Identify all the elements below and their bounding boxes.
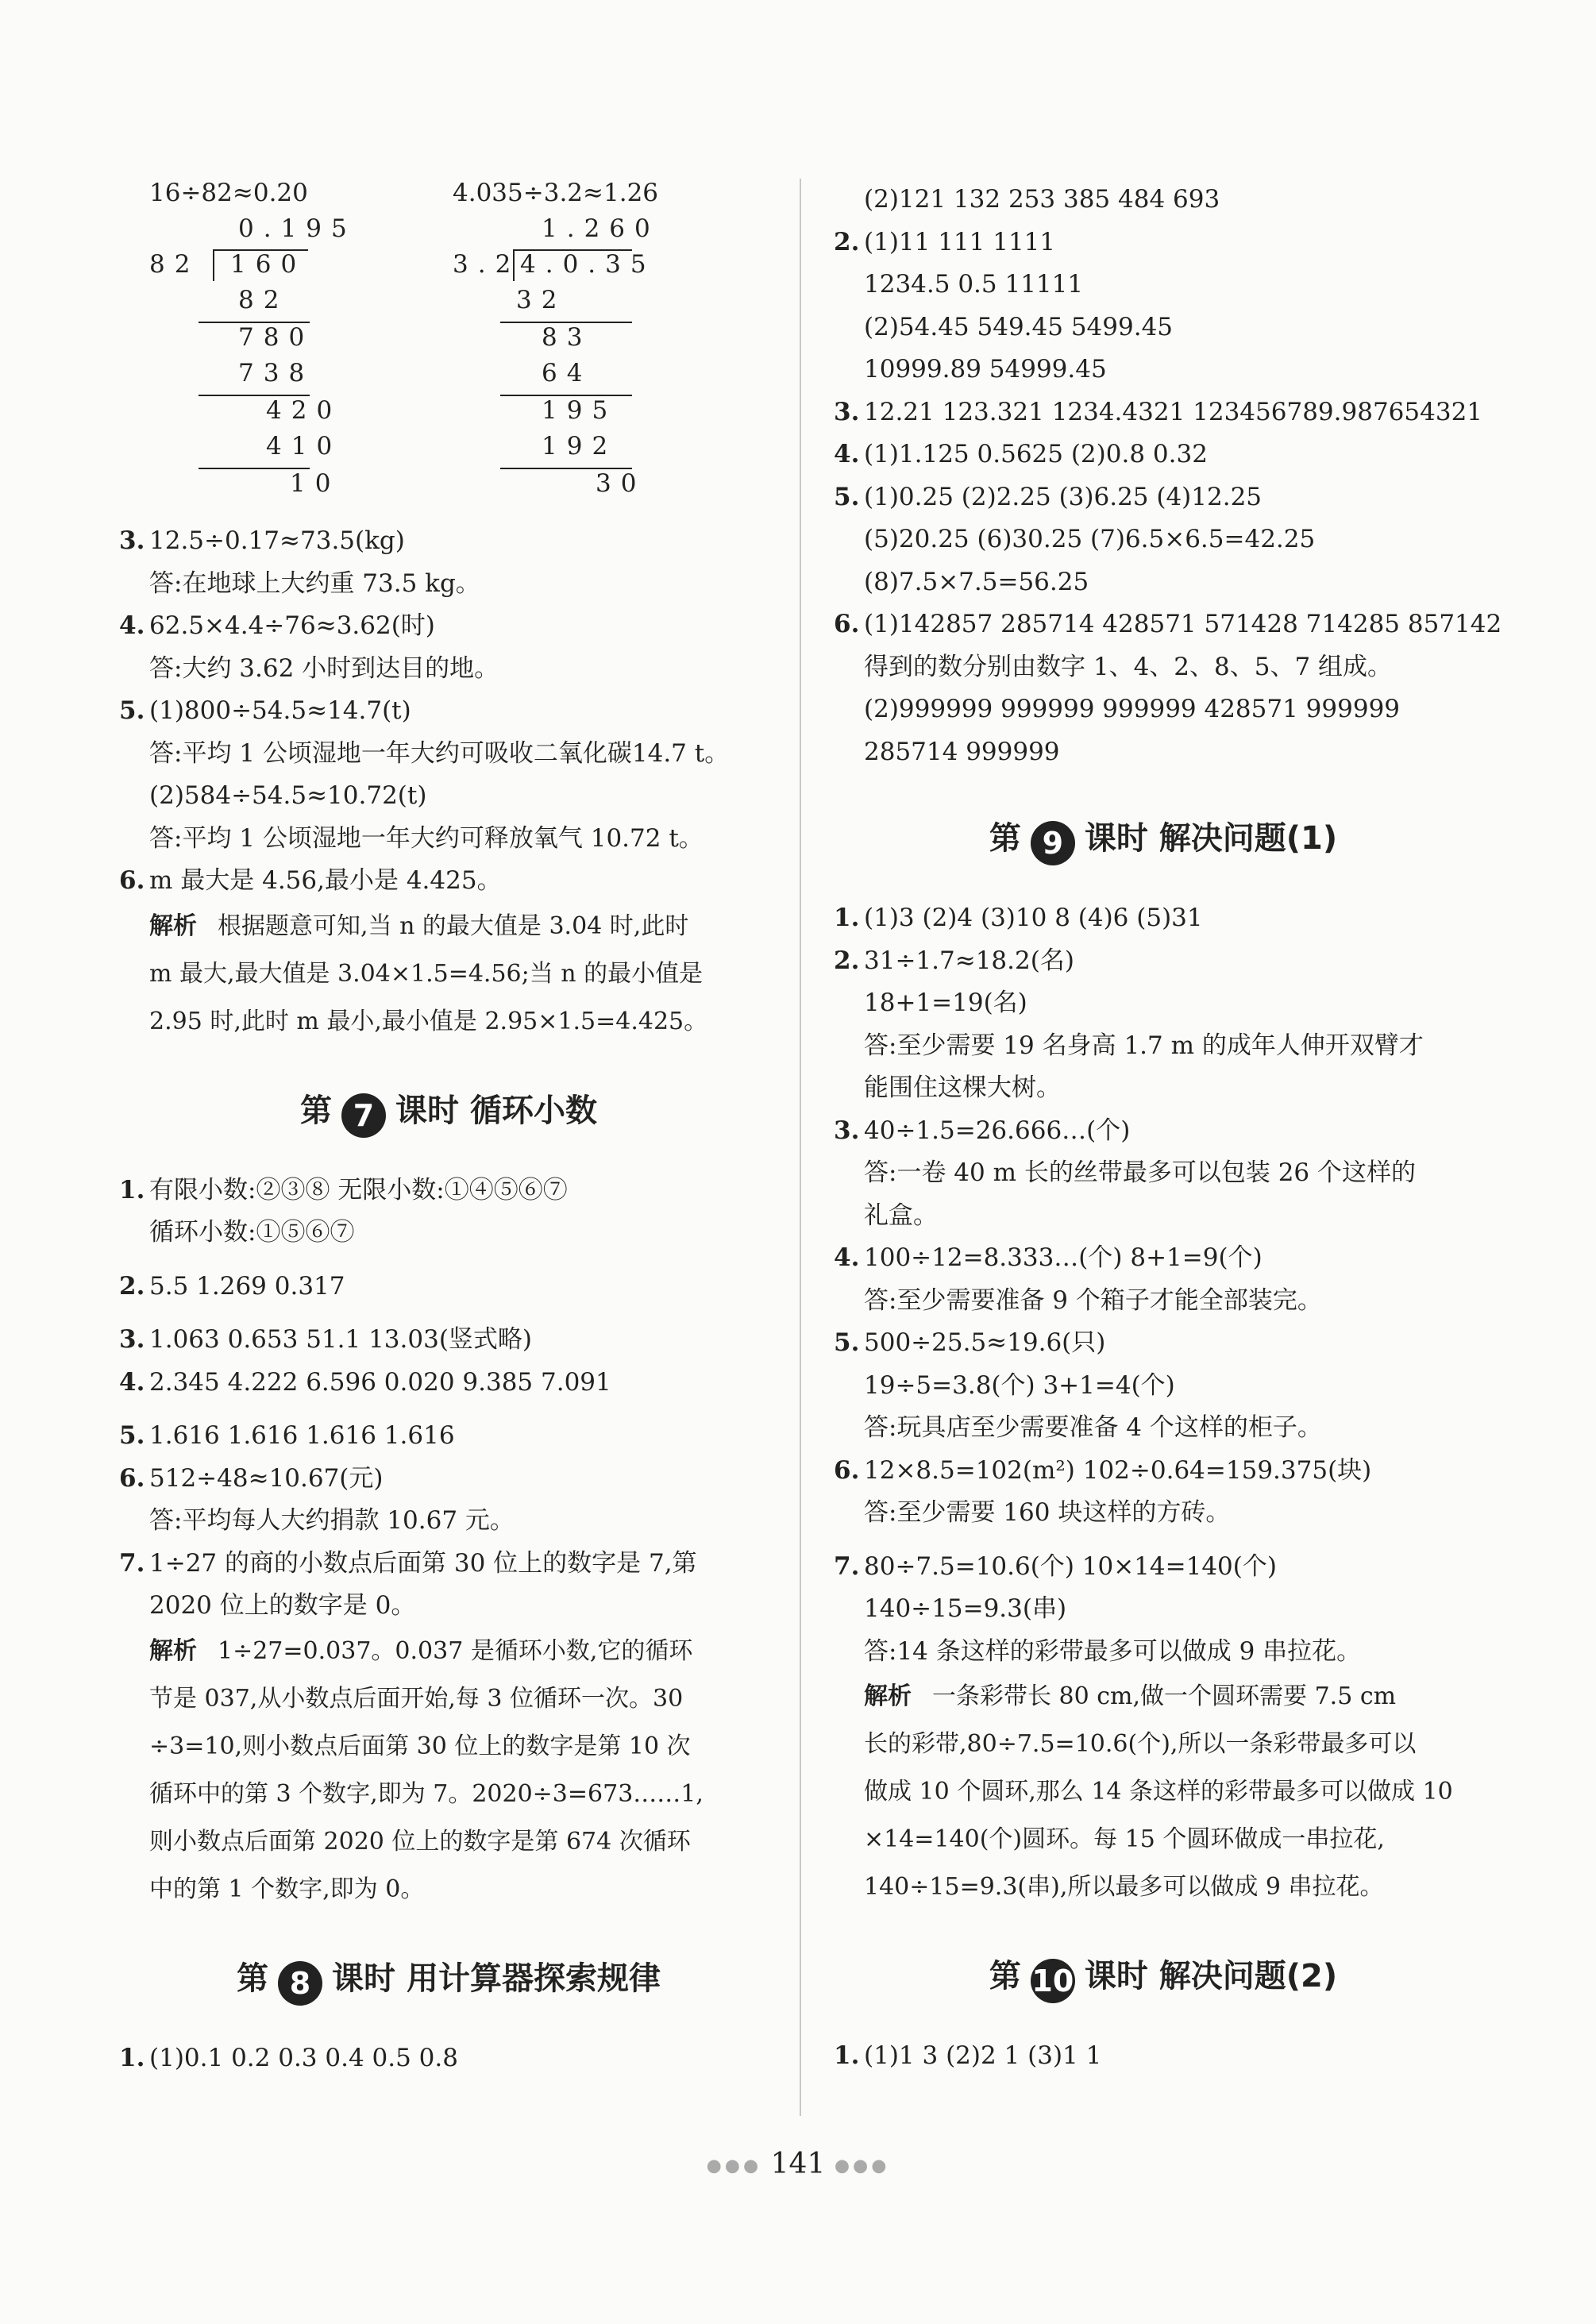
division-a-bracket-side (213, 249, 214, 281)
answer-line: 6. m 最大是 4.56,最小是 4.425。 (119, 866, 502, 895)
division-a-step: 738 (238, 359, 314, 387)
answer-line: 礼盒。 (864, 1201, 938, 1230)
division-a-step: 410 (266, 432, 342, 461)
lesson-number-badge: 8 (278, 1961, 322, 2006)
answer-line: 285714 999999 (864, 737, 1060, 766)
analysis-line: 解析 一条彩带长 80 cm,做一个圆环需要 7.5 cm (864, 1682, 1397, 1710)
division-a-remainder: 10 (290, 469, 341, 498)
answer-line: 答:14 条这样的彩带最多可以做成 9 串拉花。 (864, 1636, 1362, 1666)
answer-line: (2)999999 999999 999999 428571 999999 (864, 695, 1401, 723)
answer-line: (5)20.25 (6)30.25 (7)6.5×6.5=42.25 (864, 525, 1316, 553)
long-division-block (119, 179, 778, 520)
answer-line: 18+1=19(名) (864, 989, 1027, 1017)
analysis-line: 长的彩带,80÷7.5=10.6(个),所以一条彩带最多可以 (864, 1730, 1417, 1758)
division-a-step: 780 (238, 323, 314, 352)
answer-line: 5. (1)800÷54.5≈14.7(t) (119, 696, 411, 725)
section-heading-9: 第 9 课时 解决问题(1) (834, 813, 1493, 865)
answer-line: (2)584÷54.5≈10.72(t) (149, 781, 427, 810)
division-b-quotient: 1.260 (542, 214, 660, 243)
answer-line: 1234.5 0.5 11111 (864, 270, 1084, 299)
analysis-line: m 最大,最大值是 3.04×1.5=4.56;当 n 的最小值是 (149, 959, 704, 988)
analysis-tag: 解析 (864, 1682, 912, 1710)
analysis-line: 则小数点后面第 2020 位上的数字是第 674 次循环 (149, 1827, 691, 1856)
answer-line: 答:玩具店至少需要准备 4 个这样的柜子。 (864, 1413, 1322, 1442)
answer-line: 5. (1)0.25 (2)2.25 (3)6.25 (4)12.25 (834, 482, 1263, 511)
division-b-title: 4.035÷3.2≈1.26 (453, 179, 659, 207)
page-footer (0, 2148, 1596, 2180)
answer-line: 1. 有限小数:②③⑧ 无限小数:①④⑤⑥⑦ (119, 1175, 568, 1204)
answer-line: 5. 1.616 1.616 1.616 1.616 (119, 1421, 455, 1450)
answer-line: (8)7.5×7.5=56.25 (864, 567, 1089, 596)
answer-line: 3. 40÷1.5=26.666…(个) (834, 1116, 1131, 1145)
section-heading-7: 第 7 课时 循环小数 (119, 1085, 778, 1138)
right-column (834, 179, 1502, 2078)
answer-line: 4. 62.5×4.4÷76≈3.62(时) (119, 611, 435, 640)
section-heading-8: 第 8 课时 用计算器探索规律 (119, 1953, 778, 2006)
answer-line: 答:至少需要 19 名身高 1.7 m 的成年人伸开双臂才 (864, 1031, 1424, 1060)
division-b-divisor: 3.2 (453, 250, 521, 279)
division-b-step: 195 (542, 396, 618, 425)
answer-line: 1. (1)1 3 (2)2 1 (3)1 1 (834, 2041, 1102, 2070)
answer-line: 2. (1)11 111 1111 (834, 227, 1056, 256)
answer-line: 6. 12×8.5=102(m²) 102÷0.64=159.375(块) (834, 1455, 1372, 1485)
answer-line: 能围住这棵大树。 (864, 1073, 1061, 1102)
division-b-step: 83 (542, 323, 592, 352)
footer-dots-right: ●●● (834, 2156, 890, 2176)
analysis-line: 循环中的第 3 个数字,即为 7。2020÷3=673……1, (149, 1779, 704, 1808)
answer-line: 7. 80÷7.5=10.6(个) 10×14=140(个) (834, 1551, 1277, 1581)
answer-line: 1. (1)3 (2)4 (3)10 8 (4)6 (5)31 (834, 904, 1203, 932)
analysis-tag: 解析 (149, 911, 197, 940)
division-a-divisor: 82 (149, 250, 200, 279)
answer-line: 答:平均每人大约捐款 10.67 元。 (149, 1506, 515, 1535)
division-b-remainder: 30 (596, 469, 646, 498)
analysis-line: ×14=140(个)圆环。每 15 个圆环做成一串拉花, (864, 1825, 1385, 1853)
answer-line: (2)121 132 253 385 484 693 (864, 185, 1220, 214)
division-a-step: 82 (238, 286, 289, 314)
analysis-line: 140÷15=9.3(串),所以最多可以做成 9 串拉花。 (864, 1873, 1384, 1901)
lesson-number-badge: 9 (1031, 821, 1075, 865)
answer-line: 19÷5=3.8(个) 3+1=4(个) (864, 1370, 1175, 1400)
answer-line: 3. 12.5÷0.17≈73.5(kg) (119, 526, 405, 555)
footer-dots-left: ●●● (706, 2156, 762, 2176)
answer-line: 5. 500÷25.5≈19.6(只) (834, 1328, 1106, 1357)
answer-line: 得到的数分别由数字 1、4、2、8、5、7 组成。 (864, 652, 1393, 681)
answer-line: 答:一卷 40 m 长的丝带最多可以包装 26 个这样的 (864, 1158, 1417, 1187)
answer-line: (2)54.45 549.45 5499.45 (864, 312, 1174, 341)
answer-line: 2020 位上的数字是 0。 (149, 1591, 416, 1620)
division-b-step: 64 (542, 359, 592, 387)
division-a-title: 16÷82≈0.20 (149, 179, 308, 207)
answer-line: 答:大约 3.62 小时到达目的地。 (149, 653, 499, 683)
answer-line: 4. 2.345 4.222 6.596 0.020 9.385 7.091 (119, 1367, 611, 1397)
column-divider (800, 179, 801, 2116)
answer-line: 答:至少需要 160 块这样的方砖。 (864, 1498, 1231, 1527)
answer-line: 4. (1)1.125 0.5625 (2)0.8 0.32 (834, 440, 1208, 468)
lesson-number-badge: 7 (341, 1093, 386, 1138)
answer-line: 3. 1.063 0.653 51.1 13.03(竖式略) (119, 1325, 533, 1354)
answer-line: 循环小数:①⑤⑥⑦ (149, 1218, 355, 1247)
division-b-dividend: 4.0.35 (520, 250, 656, 279)
division-a-dividend: 160 (230, 250, 306, 279)
analysis-line: 节是 037,从小数点后面开始,每 3 位循环一次。30 (149, 1684, 684, 1713)
analysis-line: 2.95 时,此时 m 最小,最小值是 2.95×1.5=4.425。 (149, 1007, 708, 1035)
answer-line: 1. (1)0.1 0.2 0.3 0.4 0.5 0.8 (119, 2043, 458, 2072)
answer-line: 6. 512÷48≈10.67(元) (119, 1463, 384, 1493)
division-b-step: 32 (516, 286, 567, 314)
answer-line: 3. 12.21 123.321 1234.4321 123456789.987654321 (834, 397, 1483, 426)
answer-line: 2. 31÷1.7≈18.2(名) (834, 946, 1074, 975)
answer-line: 2. 5.5 1.269 0.317 (119, 1271, 345, 1301)
left-column (119, 179, 778, 2079)
answer-line: 答:平均 1 公顷湿地一年大约可释放氧气 10.72 t。 (149, 823, 704, 853)
division-a-quotient: 0.195 (238, 214, 357, 243)
answer-line: 答:至少需要准备 9 个箱子才能全部装完。 (864, 1285, 1322, 1315)
answer-line: 140÷15=9.3(串) (864, 1594, 1067, 1623)
answer-line: 答:在地球上大约重 73.5 kg。 (149, 568, 480, 598)
analysis-line: 中的第 1 个数字,即为 0。 (149, 1875, 425, 1903)
division-b-step: 192 (542, 432, 618, 461)
answer-line: 4. 100÷12=8.333…(个) 8+1=9(个) (834, 1243, 1263, 1272)
analysis-line: ÷3=10,则小数点后面第 30 位上的数字是第 10 次 (149, 1732, 691, 1760)
answer-line: 10999.89 54999.45 (864, 355, 1107, 383)
analysis-line: 解析 1÷27=0.037。0.037 是循环小数,它的循环 (149, 1636, 693, 1665)
lesson-number-badge: 10 (1031, 1959, 1075, 2003)
page-number: 141 (770, 2148, 826, 2180)
division-a-step: 420 (266, 396, 342, 425)
answer-line: 答:平均 1 公顷湿地一年大约可吸收二氧化碳14.7 t。 (149, 738, 730, 768)
answer-line: 7. 1÷27 的商的小数点后面第 30 位上的数字是 7,第 (119, 1548, 697, 1578)
analysis-line: 解析 根据题意可知,当 n 的最大值是 3.04 时,此时 (149, 911, 689, 940)
analysis-tag: 解析 (149, 1636, 197, 1665)
section-heading-10: 第 10 课时 解决问题(2) (834, 1951, 1493, 2003)
answer-line: 6. (1)142857 285714 428571 571428 714285 857142 (834, 610, 1502, 638)
analysis-line: 做成 10 个圆环,那么 14 条这样的彩带最多可以做成 10 (864, 1778, 1453, 1806)
